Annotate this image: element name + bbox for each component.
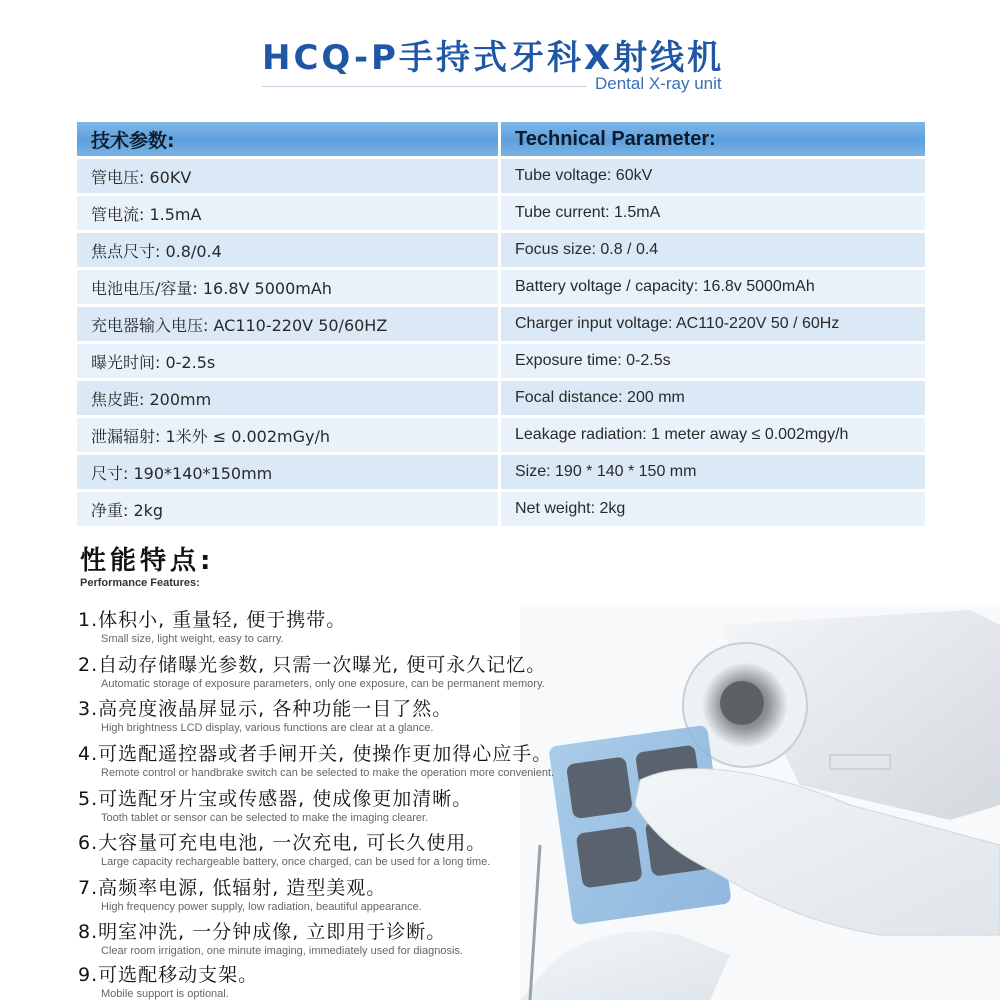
spec-row [77, 307, 925, 341]
spec-row [77, 233, 925, 267]
title-block [0, 30, 1000, 100]
page-subtitle: Dental X-ray unit [595, 74, 722, 93]
feature-en: Automatic storage of exposure parameters, only one exposure, can be permanent memory. [101, 678, 545, 690]
feature-item [78, 784, 472, 824]
performance-subtitle: Performance Features: [80, 577, 200, 589]
feature-en: Clear room irrigation, one minute imaging, immediately used for diagnosis. [101, 945, 463, 957]
feature-cn: 4.可选配遥控器或者手闸开关, 使操作更加得心应手。 [78, 743, 553, 765]
spec-cell-cn: 净重: 2kg [77, 492, 501, 526]
page-title: HCQ-P手持式牙科X射线机 [262, 38, 725, 78]
spec-cell-cn: 电池电压/容量: 16.8V 5000mAh [77, 270, 501, 304]
feature-item [78, 694, 452, 734]
feature-item [78, 873, 422, 913]
spec-row [77, 455, 925, 489]
title-divider [262, 86, 587, 87]
feature-en: High frequency power supply, low radiation, beautiful appearance. [101, 901, 422, 913]
performance-title: 性能特点: [80, 546, 215, 576]
feature-cn: 1.体积小, 重量轻, 便于携带。 [78, 609, 347, 631]
spec-rows [77, 159, 925, 526]
spec-cell-cn: 尺寸: 190*140*150mm [77, 455, 501, 489]
feature-en: Mobile support is optional. [101, 988, 229, 1000]
spec-header-en: Technical Parameter: [501, 122, 925, 156]
spec-cell-en: Tube voltage: 60kV [501, 159, 925, 193]
spec-cell-en: Leakage radiation: 1 meter away ≤ 0.002mgy/h [501, 418, 925, 452]
feature-en: High brightness LCD display, various functions are clear at a glance. [101, 722, 434, 734]
spec-table [77, 122, 925, 526]
spec-cell-cn: 管电流: 1.5mA [77, 196, 501, 230]
xray-unit-label [830, 755, 890, 769]
spec-cell-cn: 管电压: 60KV [77, 159, 501, 193]
feature-cn: 7.高频率电源, 低辐射, 造型美观。 [78, 877, 387, 899]
xray-cone-center [720, 681, 764, 725]
spec-row [77, 159, 925, 193]
sensor-tile [576, 826, 643, 889]
feature-en: Tooth tablet or sensor can be selected to make the imaging clearer. [101, 812, 429, 824]
spec-cell-en: Focal distance: 200 mm [501, 381, 925, 415]
product-photo [520, 605, 1000, 1000]
spec-header-cn: 技术参数: [77, 122, 501, 156]
spec-header [77, 122, 925, 156]
spec-cell-en: Battery voltage / capacity: 16.8v 5000mAh [501, 270, 925, 304]
feature-cn: 5.可选配牙片宝或传感器, 使成像更加清晰。 [78, 788, 473, 810]
spec-row [77, 196, 925, 230]
spec-row [77, 492, 925, 526]
spec-cell-cn: 焦皮距: 200mm [77, 381, 501, 415]
feature-en: Small size, light weight, easy to carry. [101, 633, 284, 645]
spec-cell-en: Size: 190 * 140 * 150 mm [501, 455, 925, 489]
spec-cell-en: Charger input voltage: AC110-220V 50 / 60Hz [501, 307, 925, 341]
feature-cn: 9.可选配移动支架。 [78, 964, 259, 986]
spec-cell-cn: 曝光时间: 0-2.5s [77, 344, 501, 378]
feature-item [78, 605, 346, 645]
spec-cell-en: Focus size: 0.8 / 0.4 [501, 233, 925, 267]
spec-row [77, 344, 925, 378]
feature-item [78, 739, 554, 779]
feature-item [78, 960, 258, 1000]
spec-row [77, 418, 925, 452]
spec-cell-en: Net weight: 2kg [501, 492, 925, 526]
spec-row [77, 381, 925, 415]
spec-cell-en: Exposure time: 0-2.5s [501, 344, 925, 378]
spec-cell-en: Tube current: 1.5mA [501, 196, 925, 230]
spec-row [77, 270, 925, 304]
feature-item [78, 828, 490, 868]
feature-cn: 3.高亮度液晶屏显示, 各种功能一目了然。 [78, 698, 453, 720]
sensor-tile [566, 756, 633, 819]
feature-item [78, 917, 463, 957]
feature-en: Large capacity rechargeable battery, once charged, can be used for a long time. [101, 856, 491, 868]
feature-cn: 2.自动存储曝光参数, 只需一次曝光, 便可永久记忆。 [78, 654, 547, 676]
feature-cn: 8.明室冲洗, 一分钟成像, 立即用于诊断。 [78, 921, 447, 943]
feature-cn: 6.大容量可充电电池, 一次充电, 可长久使用。 [78, 832, 487, 854]
feature-item [78, 650, 546, 690]
spec-cell-cn: 焦点尺寸: 0.8/0.4 [77, 233, 501, 267]
spec-cell-cn: 泄漏辐射: 1米外 ≤ 0.002mGy/h [77, 418, 501, 452]
spec-cell-cn: 充电器输入电压: AC110-220V 50/60HZ [77, 307, 501, 341]
feature-en: Remote control or handbrake switch can be selected to make the operation more convenient. [101, 767, 555, 779]
